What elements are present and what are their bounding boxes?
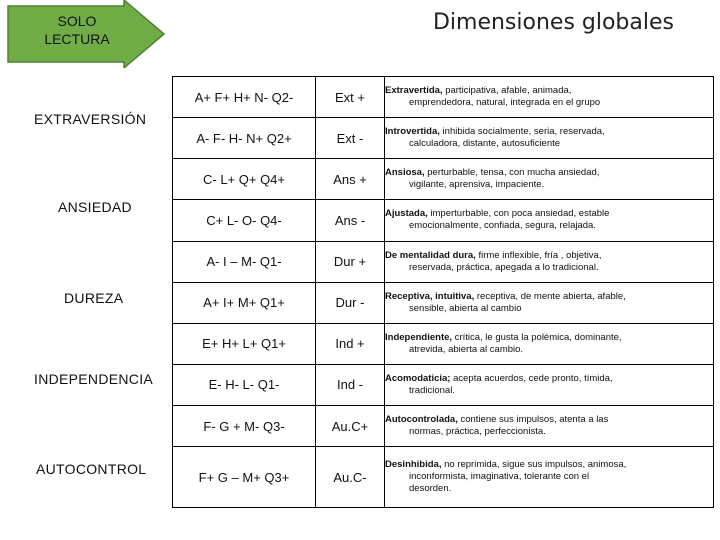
description-cell: Desinhibida, no reprimida, sigue sus impulsos, animosa, inconformista, imaginativa, tolerante con el desorden. — [385, 447, 714, 508]
description-cell: Receptiva, intuitiva, receptiva, de mente abierta, afable, sensible, abierta al cambio — [385, 282, 714, 323]
description-cell: Acomodaticia; acepta acuerdos, cede pronto, tímida, tradicional. — [385, 364, 714, 405]
factor-ansiedad: ANSIEDAD — [58, 199, 132, 215]
description-cell: Ansiosa, perturbable, tensa, con mucha ansiedad, vigilante, aprensiva, impaciente. — [385, 159, 714, 200]
table-row — [173, 364, 714, 405]
abbr-cell: Ext - — [316, 118, 385, 159]
code-cell: A+ I+ M+ Q1+ — [173, 282, 316, 323]
code-cell: C+ L- O- Q4- — [173, 200, 316, 241]
abbr-cell: Au.C+ — [316, 406, 385, 447]
table-row — [173, 77, 714, 118]
table-row — [173, 241, 714, 282]
description-cell: Introvertida, inhibida socialmente, seria, reservada, calculadora, distante, autosuficiente — [385, 118, 714, 159]
abbr-cell: Ind - — [316, 364, 385, 405]
read-only-badge — [6, 0, 166, 68]
abbr-cell: Ans - — [316, 200, 385, 241]
table-row — [173, 323, 714, 364]
code-cell: F- G + M- Q3- — [173, 406, 316, 447]
abbr-cell: Ind + — [316, 323, 385, 364]
description-cell: Independiente, crítica, le gusta la polémica, dominante, atrevida, abierta al cambio. — [385, 323, 714, 364]
factor-dureza: DUREZA — [64, 290, 124, 306]
code-cell: E- H- L- Q1- — [173, 364, 316, 405]
factor-autocontrol: AUTOCONTROL — [36, 461, 147, 477]
table-row — [173, 406, 714, 447]
abbr-cell: Ans + — [316, 159, 385, 200]
description-cell: Extravertida, participativa, afable, animada, emprendedora, natural, integrada en el grupo — [385, 77, 714, 118]
table-row — [173, 200, 714, 241]
table-row — [173, 159, 714, 200]
code-cell: A- I – M- Q1- — [173, 241, 316, 282]
abbr-cell: Au.C- — [316, 447, 385, 508]
code-cell: A+ F+ H+ N- Q2- — [173, 77, 316, 118]
dimensions-table — [172, 76, 714, 508]
description-cell: Ajustada, imperturbable, con poca ansiedad, estable emocionalmente, confiada, segura, relajada. — [385, 200, 714, 241]
code-cell: F+ G – M+ Q3+ — [173, 447, 316, 508]
factor-extraversion: EXTRAVERSIÓN — [34, 111, 147, 127]
code-cell: C- L+ Q+ Q4+ — [173, 159, 316, 200]
table-row — [173, 118, 714, 159]
factor-independencia: INDEPENDENCIA — [34, 371, 154, 387]
page-title: Dimensiones globales — [432, 10, 674, 35]
description-cell: Autocontrolada, contiene sus impulsos, atenta a las normas, práctica, perfeccionista. — [385, 406, 714, 447]
code-cell: E+ H+ L+ Q1+ — [173, 323, 316, 364]
abbr-cell: Ext + — [316, 77, 385, 118]
abbr-cell: Dur - — [316, 282, 385, 323]
description-cell: De mentalidad dura, firme inflexible, fría , objetiva, reservada, práctica, apegada a lo tradicional. — [385, 241, 714, 282]
table-row — [173, 447, 714, 508]
code-cell: A- F- H- N+ Q2+ — [173, 118, 316, 159]
abbr-cell: Dur + — [316, 241, 385, 282]
table-row — [173, 282, 714, 323]
read-only-label: SOLO LECTURA — [44, 13, 110, 47]
